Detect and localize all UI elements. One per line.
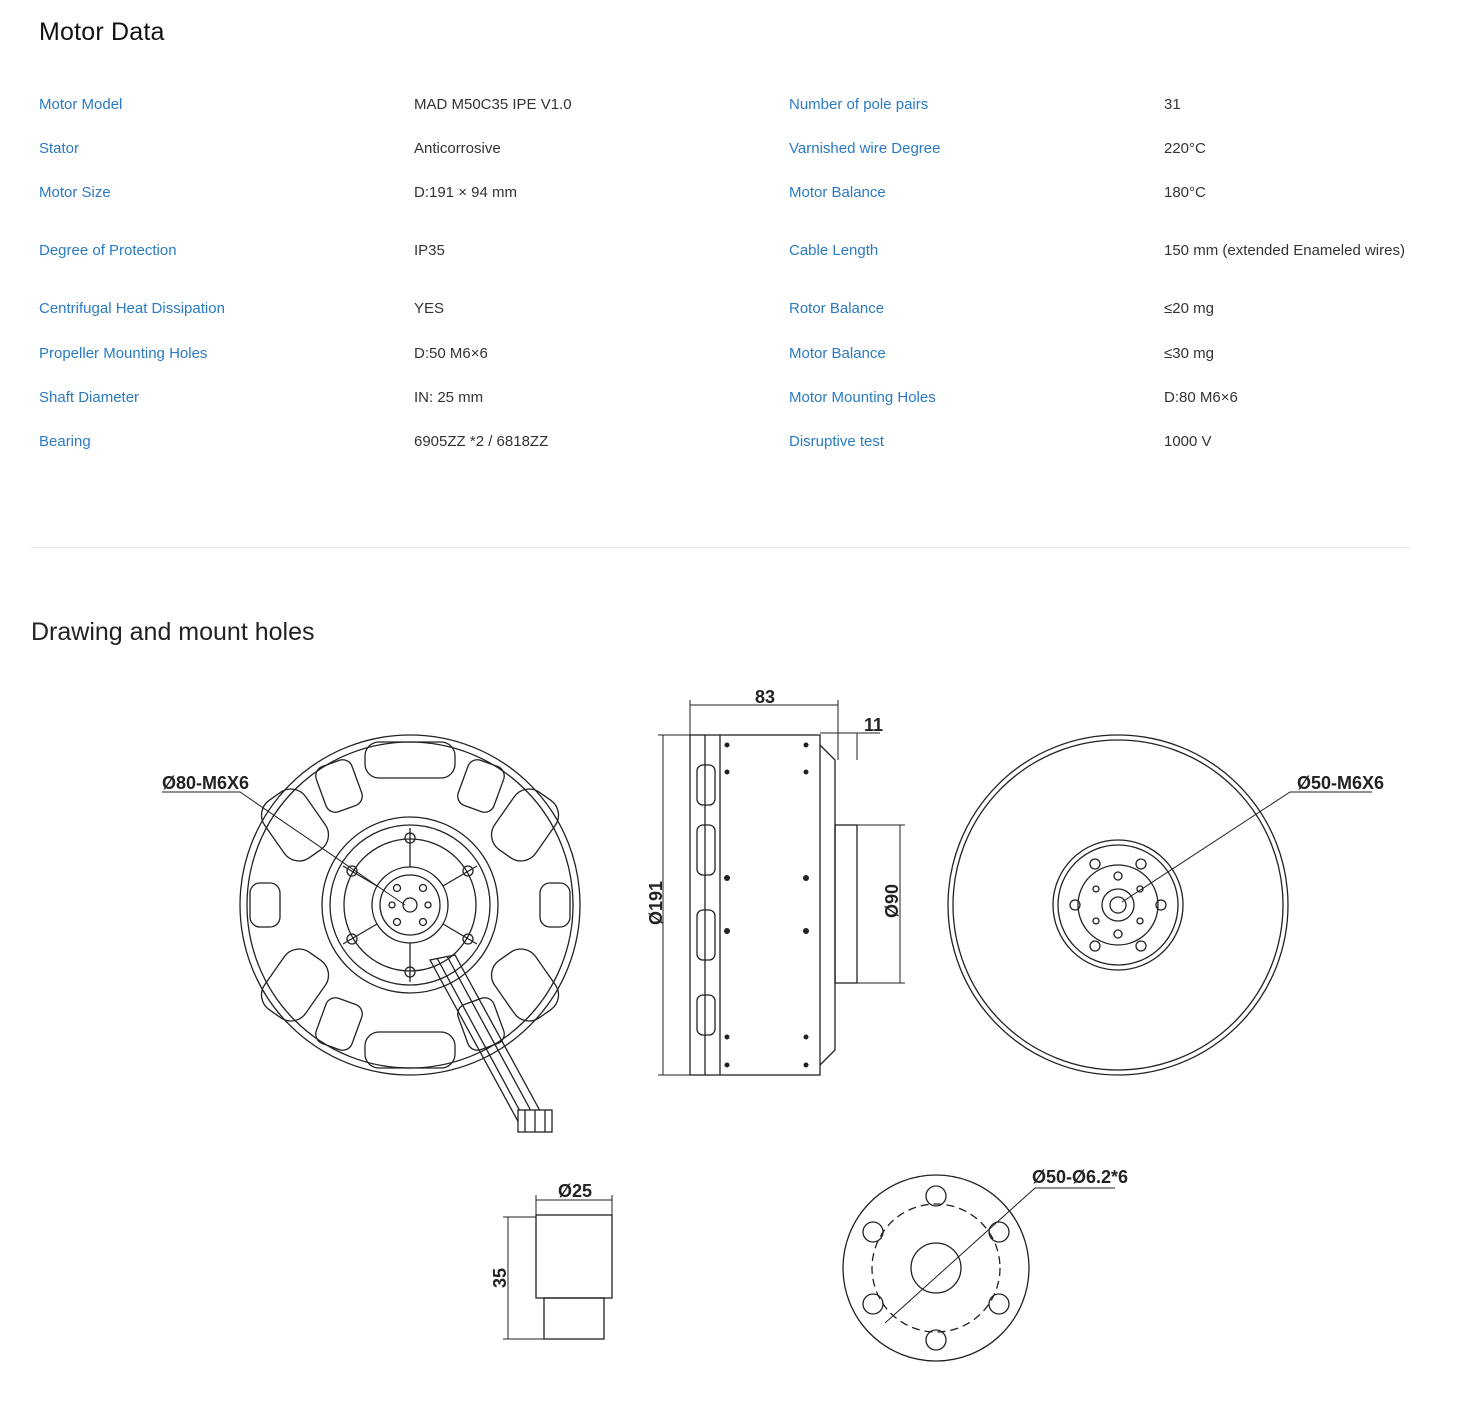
shaft-length-label: 35 (490, 1267, 510, 1288)
rear-mount-label: Ø50-M6X6 (1297, 773, 1385, 793)
prop-holes-label: Ø50-Ø6.2*6 (1032, 1167, 1129, 1187)
spec-value: Anticorrosive (414, 140, 501, 157)
side-hub-label: Ø90 (882, 883, 902, 918)
spec-label: Shaft Diameter (39, 389, 140, 406)
shaft-detail (503, 1195, 612, 1339)
page-title: Motor Data (39, 18, 165, 46)
spec-label: Propeller Mounting Holes (39, 345, 208, 362)
spec-value: 180°C (1164, 184, 1206, 201)
spec-label: Bearing (39, 433, 91, 450)
spec-value: D:80 M6×6 (1164, 389, 1238, 406)
spec-label: Disruptive test (789, 433, 885, 450)
spec-label: Motor Balance (789, 345, 886, 362)
spec-label: Degree of Protection (39, 242, 177, 259)
spec-table (0, 0, 1457, 480)
shaft-diameter-label: Ø25 (558, 1181, 593, 1201)
spec-label: Motor Balance (789, 184, 886, 201)
spec-value: MAD M50C35 IPE V1.0 (414, 96, 572, 113)
spec-value: D:191 × 94 mm (414, 184, 517, 201)
spec-value: 220°C (1164, 140, 1206, 157)
spec-label: Motor Size (39, 184, 111, 201)
spec-label: Stator (39, 140, 80, 157)
spec-value: D:50 M6×6 (414, 345, 488, 362)
spec-value: IN: 25 mm (414, 389, 484, 406)
side-width-label: 83 (755, 687, 776, 707)
spec-label: Centrifugal Heat Dissipation (39, 300, 225, 317)
prop-hole-pattern (843, 1175, 1115, 1361)
spec-label: Motor Mounting Holes (789, 389, 936, 406)
spec-value: 6905ZZ *2 / 6818ZZ (414, 433, 549, 450)
drawing-section-title: Drawing and mount holes (31, 618, 315, 646)
side-diameter-label: Ø191 (646, 880, 666, 925)
motor-technical-drawing (0, 660, 1457, 1400)
spec-label: Rotor Balance (789, 300, 885, 317)
side-flange-label: 11 (864, 715, 884, 735)
front-view (162, 735, 580, 1132)
side-view (658, 700, 905, 1075)
spec-value: ≤20 mg (1164, 300, 1214, 317)
spec-value: 31 (1164, 96, 1181, 113)
spec-value: 1000 V (1164, 433, 1212, 450)
section-divider (31, 547, 1410, 548)
spec-label: Varnished wire Degree (789, 140, 941, 157)
spec-label: Cable Length (789, 242, 879, 259)
spec-value: IP35 (414, 242, 445, 259)
spec-label: Motor Model (39, 96, 123, 113)
spec-value: 150 mm (extended Enameled wires) (1164, 242, 1405, 259)
spec-label: Number of pole pairs (789, 96, 929, 113)
spec-value: YES (414, 300, 445, 317)
front-mount-label: Ø80-M6X6 (162, 773, 250, 793)
spec-value: ≤30 mg (1164, 345, 1214, 362)
